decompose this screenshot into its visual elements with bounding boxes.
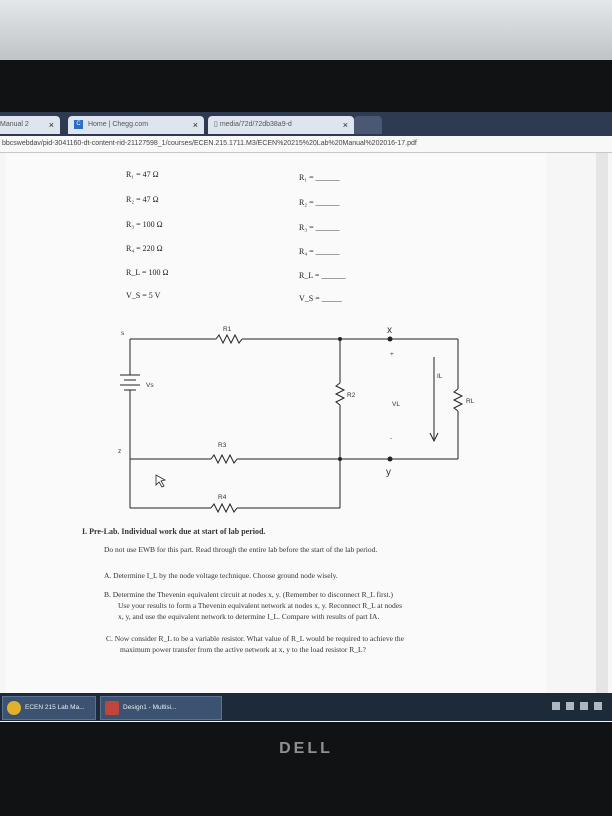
pdf-viewer [0,153,612,693]
value-r2: R₂ = 47 Ω [126,195,159,204]
circuit-diagram [6,153,546,523]
prelab-item-b-1: B. Determine the Thevenin equivalent circuit at nodes x, y. (Remember to disconnect R_L first.) [104,590,394,599]
taskbar-item-multisim[interactable] [100,696,222,720]
blank-r1: R₁ = ______ [299,173,340,182]
blank-r4: R₄ = ______ [299,247,340,256]
il-label: IL [437,373,443,380]
tab-label: Manual 2 [0,121,29,128]
tab-manual[interactable] [0,116,60,134]
value-r1: R₁ = 47 Ω [126,170,159,179]
vs-label: Vs [146,382,154,389]
document-icon: ▯ [214,121,218,128]
taskbar [0,693,612,721]
taskbar-item-label: Design1 - Multisi... [123,704,177,711]
close-icon[interactable]: × [342,120,348,130]
prelab-item-b-2: Use your results to form a Thevenin equivalent network at nodes x, y. Reconnect R_L at nodes [118,601,403,610]
tab-label: Home | Chegg.com [87,121,149,128]
dell-logo: DELL [279,740,333,757]
taskbar-item-chrome[interactable] [2,696,96,720]
value-r4: R₄ = 220 Ω [126,244,163,253]
prelab-item-c-1: C. Now consider R_L to be a variable resistor. What value of R_L would be required to achieve the [106,634,404,643]
chrome-icon [7,701,21,715]
tray-icon[interactable] [552,702,560,710]
new-tab-button[interactable] [354,116,382,134]
tab-chegg[interactable] [68,116,204,134]
browser-tab-bar [0,112,612,136]
tray-icon[interactable] [580,702,588,710]
multisim-icon [105,701,119,715]
chegg-icon: C [74,120,83,129]
pdf-page [6,153,546,693]
r2-label: R2 [347,392,356,399]
value-r3: R₃ = 100 Ω [126,220,163,229]
prelab-heading: I. Pre-Lab. Individual work due at start of lab period. [82,527,266,536]
prelab-item-c-2: maximum power transfer from the active network at x, y to the load resistor R_L? [120,645,366,654]
tab-label: media/72d/72db38a9-d [219,121,292,128]
rl-label: RL [466,398,475,405]
taskbar-item-label: ECEN 215 Lab Ma... [25,704,85,711]
close-icon[interactable]: × [192,120,198,130]
plus-sign: + [390,351,394,358]
value-vs: V_S = 5 V [126,291,161,300]
node-x-label: x [387,325,392,336]
r3-label: R3 [218,442,227,449]
prelab-item-b-3: x, y, and use the equivalent network to determine I_L. Compare with results of part IA. [118,612,380,621]
tray-icon[interactable] [566,702,574,710]
blank-r2: R₂ = ______ [299,198,340,207]
node-s-label: s [121,330,125,337]
r1-label: R1 [223,326,232,333]
blank-rl: R_L = ______ [299,271,346,280]
node-z-label: z [118,448,122,455]
prelab-intro: Do not use EWB for this part. Read through the entire lab before the start of the lab period. [104,545,378,554]
address-bar[interactable]: bbcswebdav/pid-3041160-dt-content-rid-21127598_1/courses/ECEN.215.1711.M3/ECEN%20215%20Lab%20Manual%202016-17.pdf [0,136,612,153]
tab-media[interactable] [208,116,354,134]
mouse-cursor-icon [156,475,165,487]
scrollbar[interactable] [596,153,608,693]
node-y-label: y [386,467,391,478]
vl-label: VL [392,401,400,408]
value-rl: R_L = 100 Ω [126,268,169,277]
tray-icon[interactable] [594,702,602,710]
r4-label: R4 [218,494,227,501]
blank-vs: V_S = _____ [299,294,342,303]
blank-r3: R₃ = ______ [299,223,340,232]
minus-sign: - [390,435,393,442]
prelab-item-a: A. Determine I_L by the node voltage technique. Choose ground node wisely. [104,571,338,580]
close-icon[interactable]: × [48,120,54,130]
